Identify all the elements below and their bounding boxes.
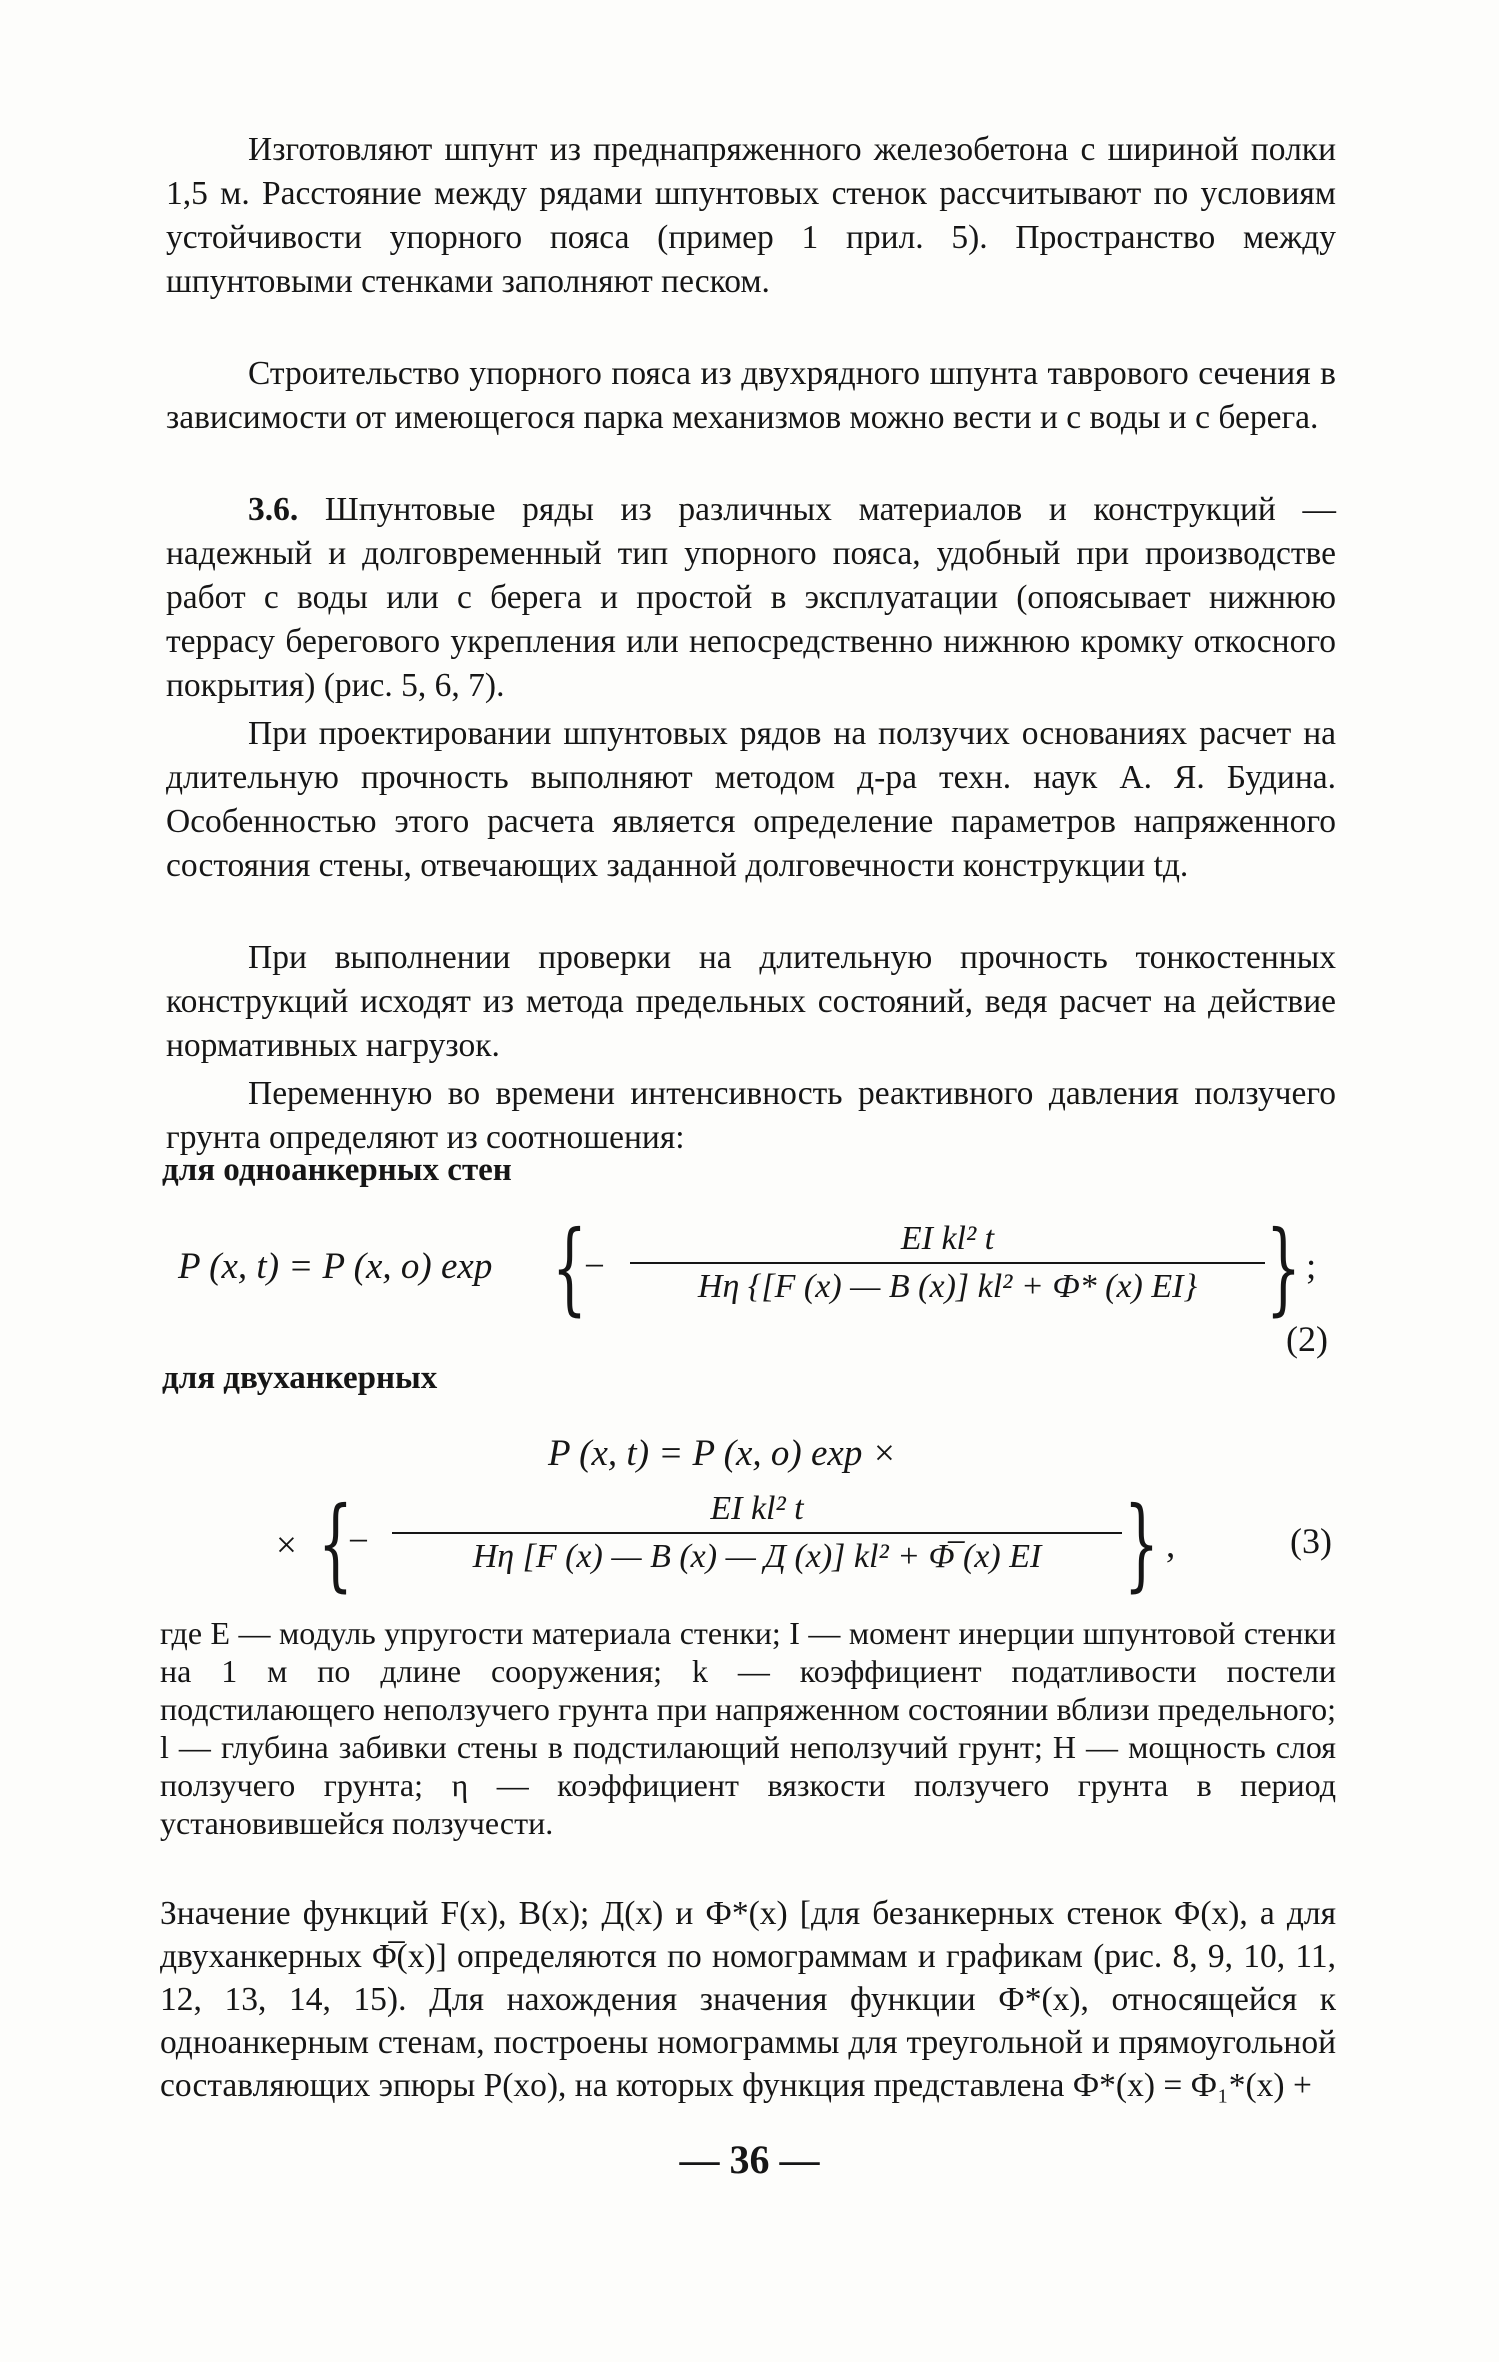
equation-2-right-brace: } bbox=[1266, 1209, 1301, 1326]
equation-2-denominator: Hη {[F (x) — B (x)] kl² + Ф* (x) EI} bbox=[697, 1268, 1198, 1305]
equation-3-minus: − bbox=[348, 1521, 369, 1562]
heading-double-anchor: для двуханкерных bbox=[162, 1360, 438, 1396]
equation-3-line1: P (x, t) = P (x, o) exp × bbox=[548, 1433, 897, 1474]
paragraph-variable-definitions: где E — модуль упругости материала стенки; I — момент инерции шпунтовой стенки на 1 м по длине сооружения; k — коэффициент податливости постели подстилающего неползучего грунта при напряженном состоянии вблизи предельного; l — глубина забивки стены в подстилающий неползучий грунт; H — мощность слоя ползучего грунта; η — коэффициент вязкости ползучего грунта в период установившейся ползучести. bbox=[160, 1615, 1336, 1841]
equation-2-fraction bbox=[630, 1220, 1265, 1306]
equation-2-number: (2) bbox=[1286, 1319, 1328, 1359]
equation-3-denominator: Hη [F (x) — B (x) — Д (x)] kl² + Φ̅ (x) EI bbox=[472, 1538, 1042, 1575]
paragraph-design-creep: При проектировании шпунтовых рядов на ползучих основаниях расчет на длительную прочность выполняют методом д-ра техн. наук А. Я. Будина. Особенностью этого расчета является определение параметров напряженного состояния стены, отвечающих заданной долговечности конструкции tд. bbox=[166, 715, 1336, 884]
paragraph-reactive-pressure: Переменную во времени интенсивность реактивного давления ползучего грунта определяют из соотношения: bbox=[166, 1075, 1336, 1156]
paragraph-limit-states: При выполнении проверки на длительную прочность тонкостенных конструкций исходят из метода предельных состояний, ведя расчет на действие нормативных нагрузок. bbox=[166, 939, 1336, 1064]
section-number: 3.6. bbox=[248, 491, 299, 528]
equation-3-number: (3) bbox=[1290, 1521, 1332, 1561]
equation-2-semicolon: ; bbox=[1306, 1246, 1317, 1287]
equation-3-left-brace: { bbox=[318, 1485, 353, 1602]
paragraph-function-values: Значение функций F(x), B(x); Д(x) и Ф*(x) [для безанкерных стенок Ф(x), а для двуханкерных Φ̅(x)] определяются по номограммам и графикам (рис. 8, 9, 10, 11, 12, 13, 14, 15). Для нахождения значения функции Ф*(x), относящейся к одноанкерным стенам, построены номограммы для треугольной и прямоугольной составляющих эпюры P(xo), на которых функция представлена Ф*(x) = Ф₁*(x) + bbox=[160, 1895, 1336, 2104]
paragraph-construction: Строительство упорного пояса из двухрядного шпунта таврового сечения в зависимости от имеющегося парка механизмов можно вести и с воды и с берега. bbox=[166, 355, 1336, 436]
equation-2-left-brace: { bbox=[552, 1209, 587, 1326]
paragraph-sheet-pile-manufacturing: Изготовляют шпунт из преднапряженного железобетона с шириной полки 1,5 м. Расстояние между рядами шпунтовых стенок рассчитывают по условиям устойчивости упорного пояса (пример 1 прил. 5). Пространство между шпунтовыми стенками заполняют песком. bbox=[166, 131, 1336, 300]
paragraph-3-6 bbox=[166, 488, 1336, 708]
equation-2-numerator: EI kl² t bbox=[900, 1220, 995, 1257]
paragraph-3-6-text: Шпунтовые ряды из различных материалов и конструкций — надежный и долговременный тип упорного пояса, удобный при производстве работ с воды или с берега и простой в эксплуатации (опоясывает нижнюю террасу берегового укрепления или непосредственно нижнюю кромку откосного покрытия) (рис. 5, 6, 7). bbox=[166, 491, 1336, 704]
equation-3-right-brace: } bbox=[1124, 1485, 1159, 1602]
equation-3-numerator: EI kl² t bbox=[710, 1490, 804, 1527]
equation-3-comma: , bbox=[1166, 1525, 1176, 1566]
heading-single-anchor: для одноанкерных стен bbox=[162, 1152, 512, 1188]
equation-2-minus: − bbox=[584, 1246, 605, 1287]
equation-3-times: × bbox=[276, 1525, 297, 1566]
equation-3-fraction bbox=[392, 1490, 1122, 1576]
equation-2-lhs: P (x, t) = P (x, o) exp bbox=[178, 1246, 493, 1287]
page-number: — 36 — bbox=[679, 2137, 820, 2182]
